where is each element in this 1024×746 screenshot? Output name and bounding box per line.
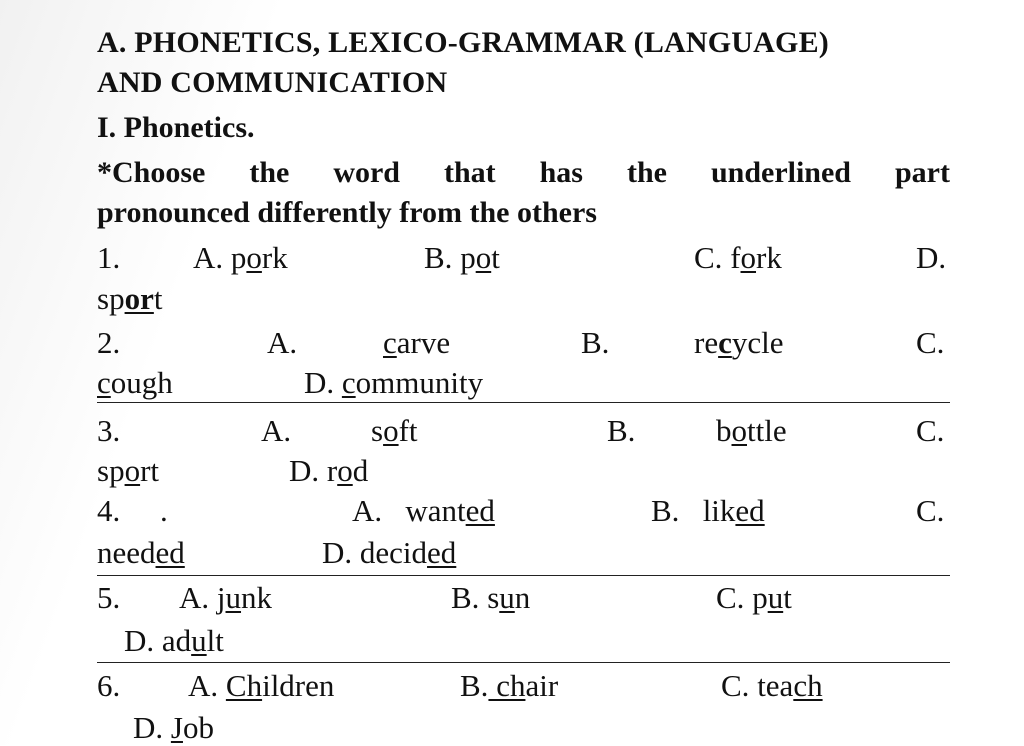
option-d: D. decided <box>322 535 457 570</box>
option-d: D. Job <box>133 710 214 745</box>
divider <box>97 662 950 663</box>
option-b: bottle <box>716 413 787 448</box>
option-c: C. teach <box>721 668 823 703</box>
option-a: soft <box>371 413 418 448</box>
option-c: needed <box>97 535 185 570</box>
option-d: D. community <box>304 365 484 400</box>
question-number: 2. <box>97 325 121 360</box>
question-dot: . <box>160 493 168 528</box>
option-a-label: A. <box>261 413 292 448</box>
option-d: D. adult <box>124 623 224 658</box>
option-a: A. Children <box>188 668 335 703</box>
divider <box>97 575 950 576</box>
option-c: sport <box>97 453 160 488</box>
instruction-word: has <box>539 156 583 189</box>
heading-line-2: AND COMMUNICATION <box>97 66 448 99</box>
question-number: 4. <box>97 493 121 528</box>
option-c-label: C. <box>916 325 945 360</box>
option-b: B. chair <box>460 668 559 703</box>
option-c: C. fork <box>694 240 782 275</box>
heading-line-1: A. PHONETICS, LEXICO-GRAMMAR (LANGUAGE) <box>97 26 829 59</box>
option-a-label: A. <box>267 325 298 360</box>
section-title: I. Phonetics. <box>97 111 255 144</box>
instruction-word: word <box>333 156 400 189</box>
instruction-word: *Choose <box>97 156 206 189</box>
instruction-word: the <box>249 156 290 189</box>
option-d: D. rod <box>289 453 369 488</box>
option-b: B. sun <box>451 580 531 615</box>
option-d: sport <box>97 281 163 316</box>
option-c: C. put <box>716 580 792 615</box>
question-number: 5. <box>97 580 121 615</box>
option-a: A. junk <box>179 580 273 615</box>
option-b: B. liked <box>651 493 765 528</box>
instruction-word: that <box>443 156 496 189</box>
option-a: A. pork <box>193 240 288 275</box>
divider <box>97 402 950 403</box>
option-b: recycle <box>694 325 784 360</box>
instruction-word: part <box>894 156 950 189</box>
question-number: 1. <box>97 240 121 275</box>
option-c: cough <box>97 365 173 400</box>
option-b-label: B. <box>581 325 610 360</box>
option-c-label: C. <box>916 413 945 448</box>
instruction-line-1 <box>97 156 950 190</box>
option-c-label: C. <box>916 493 945 528</box>
question-number: 3. <box>97 413 121 448</box>
option-a: A. wanted <box>352 493 495 528</box>
option-a: carve <box>383 325 451 360</box>
instruction-word: the <box>626 156 667 189</box>
instruction-word: underlined <box>710 156 851 189</box>
option-b-label: B. <box>607 413 636 448</box>
option-b: B. pot <box>424 240 500 275</box>
instruction-line-2: pronounced differently from the others <box>97 196 597 229</box>
option-d-label: D. <box>916 240 947 275</box>
question-number: 6. <box>97 668 121 703</box>
